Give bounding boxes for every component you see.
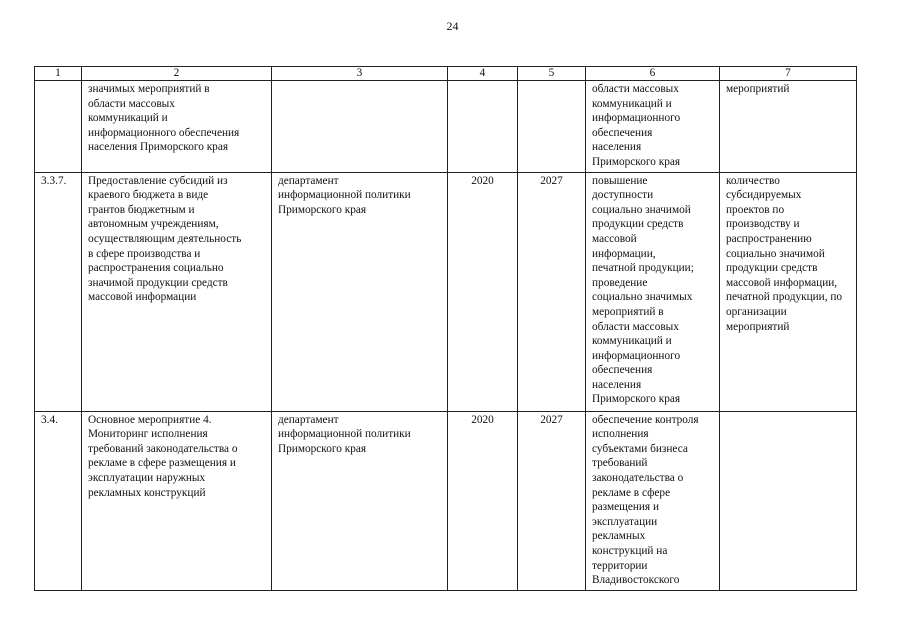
table-row bbox=[35, 172, 857, 411]
item-number-cell: 3.3.7. bbox=[35, 172, 82, 411]
item-number-cell bbox=[35, 81, 82, 173]
item-number-cell: 3.4. bbox=[35, 411, 82, 590]
expected-result-cell: области массовых коммуникаций и информационного обеспечения населения Приморского края bbox=[586, 81, 720, 173]
end-year-cell: 2027 bbox=[518, 411, 586, 590]
measures-table bbox=[34, 66, 857, 591]
executor-cell: департамент информационной политики Приморского края bbox=[272, 172, 448, 411]
column-header: 1 bbox=[35, 67, 82, 81]
end-year-cell bbox=[518, 81, 586, 173]
measure-name-cell: Основное мероприятие 4. Мониторинг исполнения требований законодательства о рекламе в сфере размещения и эксплуатации наружных рекламных конструкций bbox=[82, 411, 272, 590]
indicator-cell: количество субсидируемых проектов по производству и распространению социально значимой продукции средств массовой информации, печатной продукции, по организации мероприятий bbox=[720, 172, 857, 411]
start-year-cell: 2020 bbox=[448, 411, 518, 590]
executor-cell: департамент информационной политики Приморского края bbox=[272, 411, 448, 590]
start-year-cell: 2020 bbox=[448, 172, 518, 411]
end-year-cell: 2027 bbox=[518, 172, 586, 411]
column-header: 5 bbox=[518, 67, 586, 81]
executor-cell bbox=[272, 81, 448, 173]
page-number: 24 bbox=[446, 19, 459, 33]
table-header-row bbox=[35, 67, 857, 81]
measure-name-cell: значимых мероприятий в области массовых коммуникаций и информационного обеспечения населения Приморского края bbox=[82, 81, 272, 173]
column-header: 2 bbox=[82, 67, 272, 81]
expected-result-cell: обеспечение контроля исполнения субъектами бизнеса требований законодательства о рекламе в сфере размещения и эксплуатации рекламных конструкций на территории Владивостокского bbox=[586, 411, 720, 590]
column-header: 7 bbox=[720, 67, 857, 81]
start-year-cell bbox=[448, 81, 518, 173]
table-row bbox=[35, 411, 857, 590]
column-header: 4 bbox=[448, 67, 518, 81]
indicator-cell bbox=[720, 411, 857, 590]
column-header: 3 bbox=[272, 67, 448, 81]
column-header: 6 bbox=[586, 67, 720, 81]
indicator-cell: мероприятий bbox=[720, 81, 857, 173]
table-row bbox=[35, 81, 857, 173]
expected-result-cell: повышение доступности социально значимой продукции средств массовой информации, печатной продукции; проведение социально значимых мероприятий в области массовых коммуникаций и информационного обеспечения населения Приморского края bbox=[586, 172, 720, 411]
measure-name-cell: Предоставление субсидий из краевого бюджета в виде грантов бюджетным и автономным учреждениям, осуществляющим деятельность в сфере производства и распространения социально значимой продукции средств массовой информации bbox=[82, 172, 272, 411]
